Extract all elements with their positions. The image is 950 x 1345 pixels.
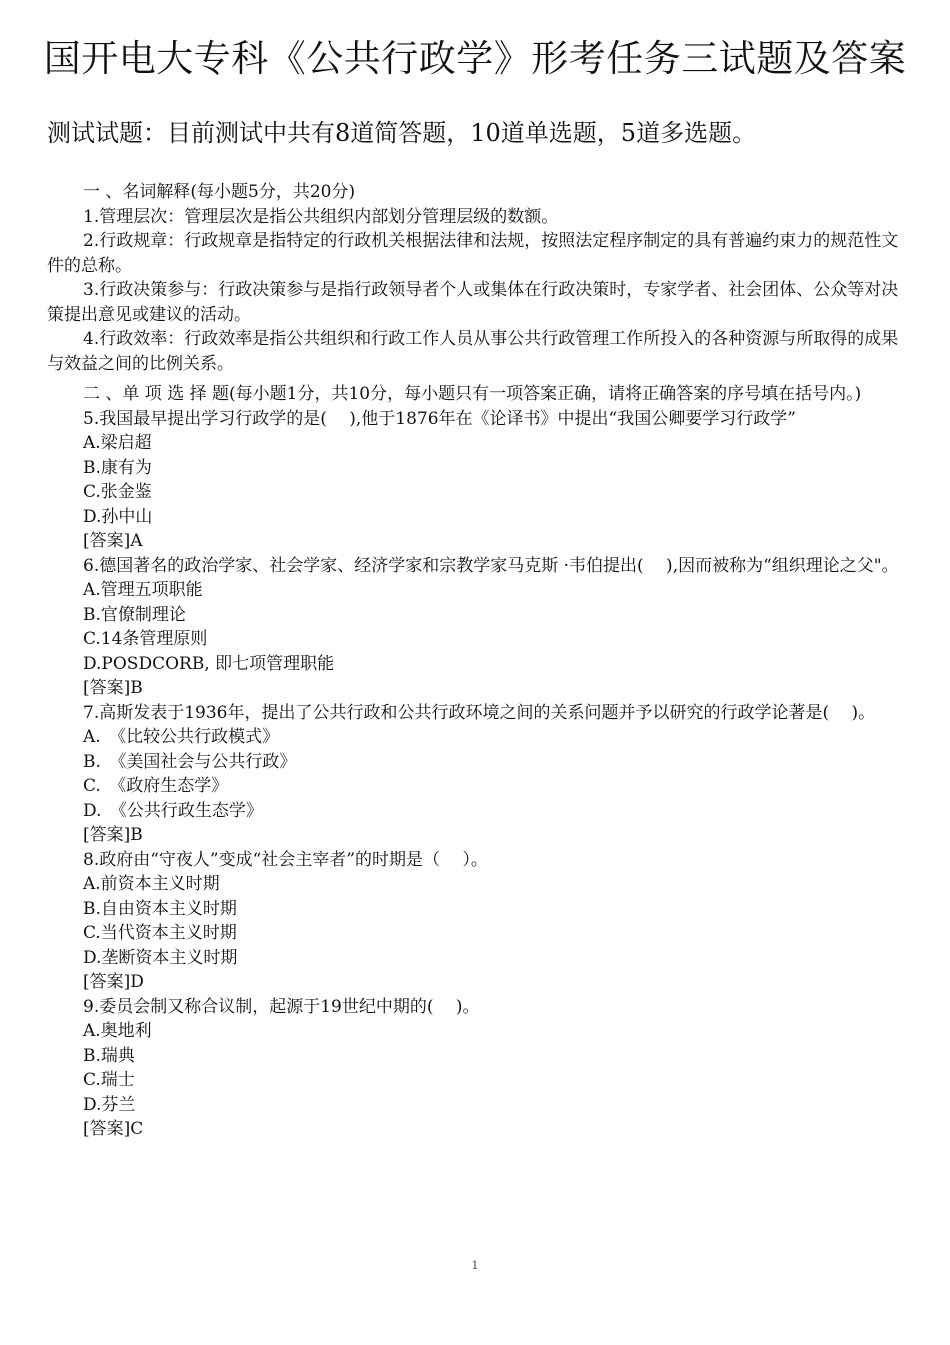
option: D.孙中山 — [83, 506, 153, 527]
option: D.垄断资本主义时期 — [83, 947, 238, 968]
term-item: 1.管理层次：管理层次是指公共组织内部划分管理层级的数额。 — [83, 206, 559, 227]
option: D.POSDCORB, 即七项管理职能 — [83, 653, 335, 674]
option: C.张金鉴 — [83, 482, 152, 502]
term-item: 3.行政决策参与：行政决策参与是指行政领导者个人或集体在行政决策时，专家学者、社会团体、公众等对决策提出意见或建议的活动。 — [47, 280, 899, 325]
option: C.14条管理原则 — [83, 629, 208, 649]
option: A. 《比较公共行政模式》 — [83, 727, 280, 747]
option: A.奥地利 — [83, 1021, 152, 1041]
question-text: 9.委员会制又称合议制，起源于19世纪中期的( )。 — [83, 996, 480, 1017]
page-number: 1 — [471, 1259, 479, 1272]
option: D.芬兰 — [83, 1094, 136, 1115]
answer: [答案]C — [83, 1119, 144, 1139]
answer: [答案]A — [83, 531, 143, 551]
option: B. 《美国社会与公共行政》 — [83, 751, 297, 772]
question-text: 7.高斯发表于1936年，提出了公共行政和公共行政环境之间的关系问题并予以研究的行政学论著是( )。 — [83, 702, 876, 723]
test-intro: 测试试题：目前测试中共有8道简答题，10道单选题，5道多选题。 — [47, 119, 757, 147]
option: B.瑞典 — [83, 1045, 135, 1066]
option: B.康有为 — [83, 457, 152, 478]
document-body — [47, 180, 907, 1142]
option: C.瑞士 — [83, 1070, 135, 1090]
option: A.管理五项职能 — [83, 580, 203, 600]
section-heading: 二 、单 项 选 择 题(每小题1分，共10分，每小题只有一项答案正确，请将正确答案的序号填在括号内。) — [83, 384, 862, 404]
section-heading: 一 、名词解释(每小题5分，共20分) — [83, 182, 356, 202]
option: B.官僚制理论 — [83, 604, 186, 625]
option: A.前资本主义时期 — [83, 874, 220, 894]
option: C. 《政府生态学》 — [83, 776, 229, 796]
term-item: 4.行政效率：行政效率是指公共组织和行政工作人员从事公共行政管理工作所投入的各种资源与所取得的成果与效益之间的比例关系。 — [47, 329, 899, 374]
document-title: 国开电大专科《公共行政学》形考任务三试题及答案 — [43, 37, 907, 80]
answer: [答案]D — [83, 972, 144, 992]
question-text: 6.德国著名的政治学家、社会学家、经济学家和宗教学家马克斯 ·韦伯提出( ),因而被称为“组织理论之父"。 — [83, 555, 899, 576]
question-text: 8.政府由“守夜人”变成“社会主宰者”的时期是（ ）。 — [83, 849, 488, 870]
option: B.自由资本主义时期 — [83, 898, 237, 919]
question-text: 5.我国最早提出学习行政学的是( ),他于1876年在《论译书》中提出“我国公卿要学习行政学” — [83, 408, 796, 429]
answer: [答案]B — [83, 678, 143, 698]
answer: [答案]B — [83, 825, 143, 845]
option: C.当代资本主义时期 — [83, 923, 237, 943]
option: A.梁启超 — [83, 433, 152, 453]
option: D. 《公共行政生态学》 — [83, 800, 263, 821]
term-item: 2.行政规章：行政规章是指特定的行政机关根据法律和法规，按照法定程序制定的具有普遍约束力的规范性文件的总称。 — [47, 231, 899, 276]
